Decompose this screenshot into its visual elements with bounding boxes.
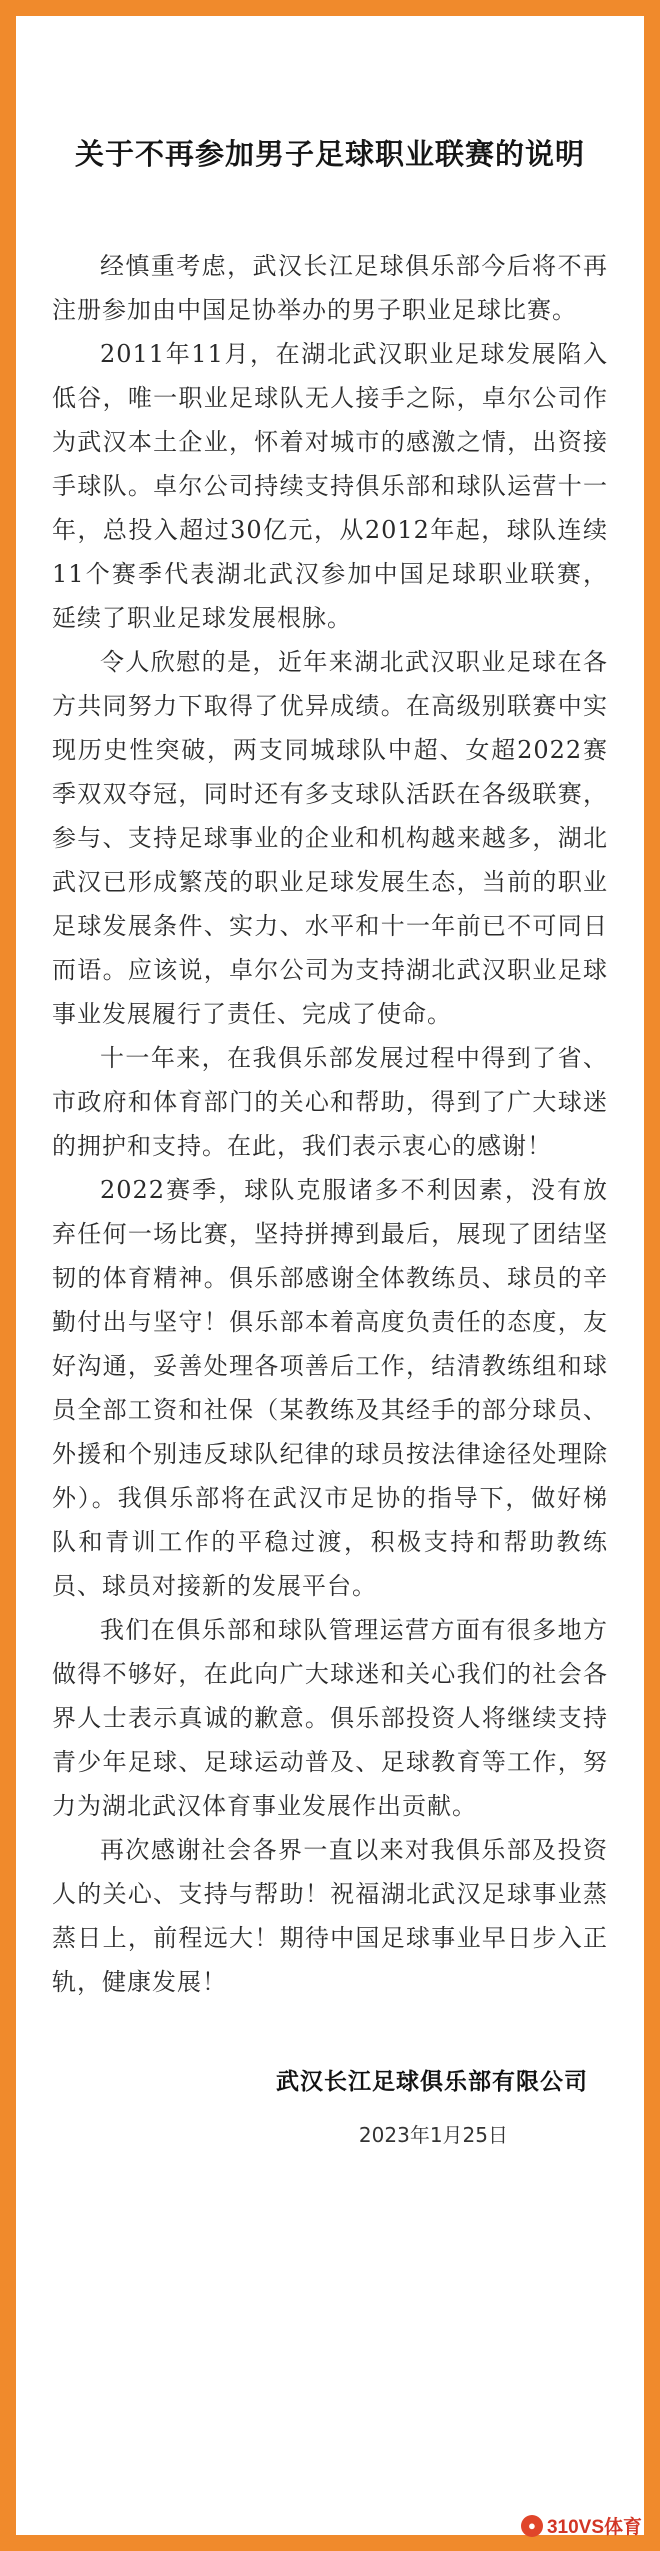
signature: 武汉长江足球俱乐部有限公司 <box>276 2068 588 2095</box>
paragraph-6: 我们在俱乐部和球队管理运营方面有很多地方做得不够好，在此向广大球迷和关心我们的社会各界人士表示真诚的歉意。俱乐部投资人将继续支持青少年足球、足球运动普及、足球教育等工作，努力为湖北武汉体育事业发展作出贡献。 <box>52 1616 608 1820</box>
paragraph-7: 再次感谢社会各界一直以来对我俱乐部及投资人的关心、支持与帮助！祝福湖北武汉足球事业蒸蒸日上，前程远大！期待中国足球事业早日步入正轨，健康发展！ <box>52 1836 608 1996</box>
paragraph-1: 经慎重考虑，武汉长江足球俱乐部今后将不再注册参加由中国足协举办的男子职业足球比赛。 <box>52 252 608 324</box>
document-page <box>16 16 644 2535</box>
fire-icon: ● <box>521 2515 543 2537</box>
paragraph-4: 十一年来，在我俱乐部发展过程中得到了省、市政府和体育部门的关心和帮助，得到了广大球迷的拥护和支持。在此，我们表示衷心的感谢！ <box>52 1044 608 1160</box>
document-body <box>52 244 608 2004</box>
document-title: 关于不再参加男子足球职业联赛的说明 <box>74 137 585 171</box>
paragraph-5: 2022赛季，球队克服诸多不利因素，没有放弃任何一场比赛，坚持拼搏到最后，展现了团结坚韧的体育精神。俱乐部感谢全体教练员、球员的辛勤付出与坚守！俱乐部本着高度负责任的态度，友好沟通，妥善处理各项善后工作，结清教练组和球员全部工资和社保（某教练及其经手的部分球员、外援和个别违反球队纪律的球员按法律途径处理除外）。我俱乐部将在武汉市足协的指导下，做好梯队和青训工作的平稳过渡，积极支持和帮助教练员、球员对接新的发展平台。 <box>52 1176 608 1600</box>
paragraph-3: 令人欣慰的是，近年来湖北武汉职业足球在各方共同努力下取得了优异成绩。在高级别联赛中实现历史性突破，两支同城球队中超、女超2022赛季双双夺冠，同时还有多支球队活跃在各级联赛，参与、支持足球事业的企业和机构越来越多，湖北武汉已形成繁茂的职业足球发展生态，当前的职业足球发展条件、实力、水平和十一年前已不可同日而语。应该说，卓尔公司为支持湖北武汉职业足球事业发展履行了责任、完成了使命。 <box>52 648 608 1028</box>
watermark-text: 310VS体育 <box>546 2517 642 2538</box>
paragraph-2: 2011年11月，在湖北武汉职业足球发展陷入低谷，唯一职业足球队无人接手之际，卓尔公司作为武汉本土企业，怀着对城市的感激之情，出资接手球队。卓尔公司持续支持俱乐部和球队运营十一年，总投入超过30亿元，从2012年起，球队连续11个赛季代表湖北武汉参加中国足球职业联赛，延续了职业足球发展根脉。 <box>52 340 608 632</box>
document-date: 2023年1月25日 <box>358 2123 508 2147</box>
watermark <box>521 2512 642 2539</box>
